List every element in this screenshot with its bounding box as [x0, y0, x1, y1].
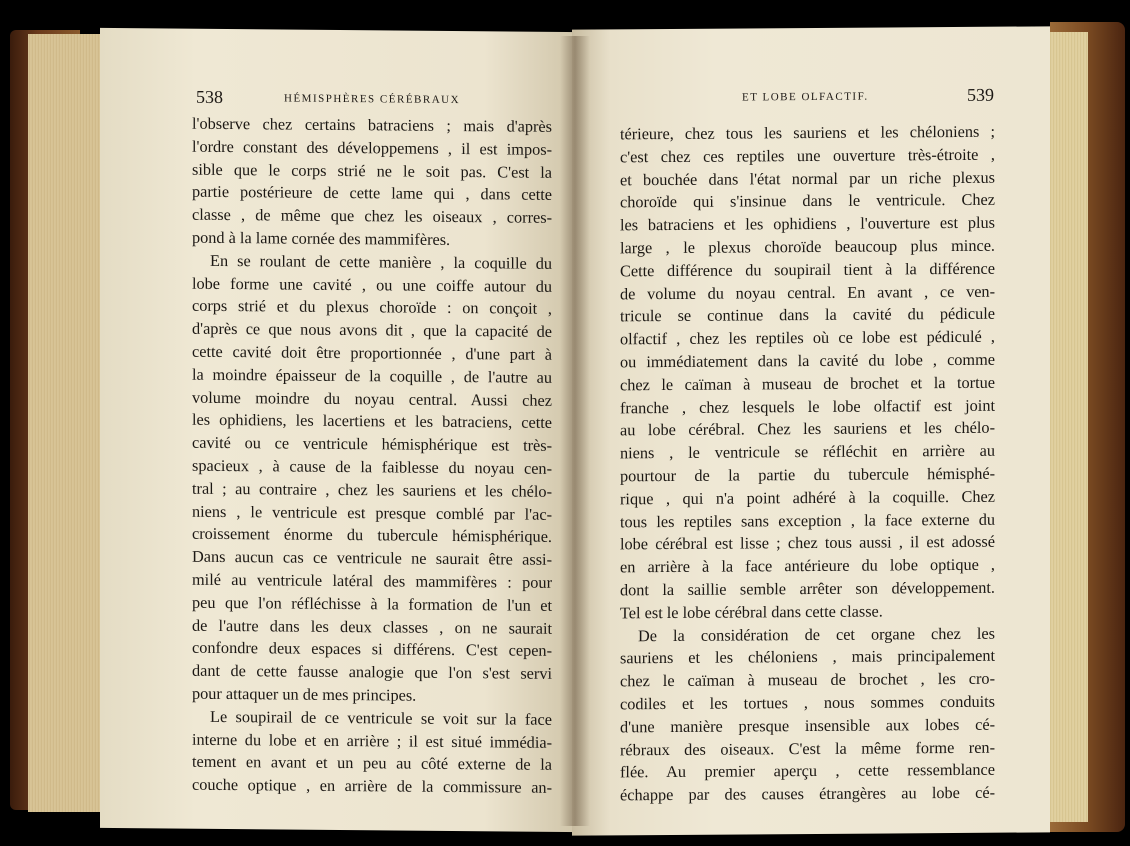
text-line: Cette différence du soupirail tient à la différence: [620, 258, 995, 281]
text-line: et bouchée dans l'état normal par un riche plexus: [620, 167, 995, 189]
text-line: dant de cette fausse analogie que l'on s'est servi: [192, 660, 552, 683]
text-line: au lobe cérébral. Chez les sauriens et les chélo-: [620, 418, 995, 440]
text-line: tement en avant et un peu au côté externe de la: [192, 752, 552, 775]
text-line: sauriens et les chéloniens , mais principalement: [620, 646, 995, 668]
text-line: d'une manière presque insensible aux lobes cé-: [620, 714, 995, 737]
text-line: pond à la lame cornée des mammifères.: [192, 227, 451, 249]
text-line: de volume du noyau central. En avant , ce ven-: [620, 281, 995, 303]
page-number: 539: [967, 84, 994, 105]
left-page: [100, 28, 580, 832]
right-page: [572, 26, 1050, 835]
text-line: niens , le ventricule se réfléchit en arrière au: [620, 440, 995, 463]
running-head: ET LOBE OLFACTIF.: [742, 90, 869, 104]
text-line: spacieux , à cause de la faiblesse du noyau cen-: [192, 455, 552, 478]
text-line: échappe par des causes étrangères au lobe cé-: [620, 782, 995, 805]
text-line: tous les reptiles sans exception , la face externe du: [620, 509, 995, 531]
text-line: tral ; au contraire , chez les sauriens et les chélo-: [192, 478, 552, 501]
text-line: chez le caïman à museau de brochet , les cro-: [620, 668, 995, 691]
text-line: codiles et les tortues , nous sommes conduits: [620, 691, 995, 714]
text-line: l'observe chez certains batraciens ; mais d'après: [192, 113, 552, 136]
text-line: Le soupirail de ce ventricule se voit sur la face: [210, 706, 552, 729]
text-line: flée. Au premier aperçu , cette ressemblance: [620, 760, 995, 782]
text-line: rébraux des oiseaux. C'est la même forme ren-: [620, 737, 995, 759]
text-line: cavité ou ce ventricule hémisphérique est très-: [192, 432, 552, 456]
text-line: choroïde qui s'insinue dans le ventricule. Chez: [620, 190, 995, 212]
text-line: ou immédiatement dans la cavité du lobe , comme: [620, 349, 995, 372]
text-line: pourtour de la partie du tubercule hémisphé-: [620, 463, 995, 486]
text-line: De la considération de cet organe chez les: [638, 623, 995, 645]
right-page-header: [622, 85, 994, 112]
text-line: dont la saillie semble arrêter son développement.: [620, 577, 995, 600]
text-line: milé au ventricule latéral des mammifères : pour: [192, 569, 552, 592]
text-line: Tel est le lobe cérébral dans cette classe.: [620, 601, 883, 623]
text-line: en arrière à la face antérieure du lobe optique ,: [620, 554, 995, 577]
left-page-header: [196, 87, 556, 114]
text-line: peu que l'on réfléchisse à la formation de l'un et: [192, 592, 552, 615]
text-line: les ophidiens, les lacertiens et les batraciens, cette: [192, 410, 552, 433]
text-line: corps strié et du plexus choroïde : on conçoit ,: [192, 296, 552, 319]
text-line: lobe cérébral est lisse ; chez tous aussi , il est adossé: [620, 532, 995, 554]
text-line: térieure, chez tous les sauriens et les chéloniens ;: [620, 121, 995, 144]
text-line: cette cavité doit être proportionnée , d'une part à: [192, 341, 552, 364]
text-line: chez le caïman à museau de brochet et la tortue: [620, 372, 995, 395]
page-number: 538: [196, 86, 223, 107]
text-line: tricule se continue dans la cavité du pédicule: [620, 304, 995, 326]
right-page-body: [620, 121, 995, 808]
text-line: sible que le corps strié ne le soit pas. C'est la: [192, 159, 552, 182]
text-line: la moindre épaisseur de la coquille , de l'autre au: [192, 364, 552, 387]
text-line: croissement énorme du tubercule hémisphérique.: [192, 524, 552, 547]
text-line: d'après ce que nous avons dit , que la capacité de: [192, 318, 552, 342]
text-line: En se roulant de cette manière , la coquille du: [210, 250, 552, 273]
text-line: confondre deux espaces si différens. C'est cepen-: [192, 638, 552, 661]
text-line: lobe forme une cavité , ou une coiffe autour du: [192, 273, 552, 296]
text-line: les batraciens et les ophidiens , l'ouverture est plus: [620, 212, 995, 235]
text-line: pour attaquer un de mes principes.: [192, 683, 417, 705]
text-line: classe , de même que chez les oiseaux , corres-: [192, 204, 552, 228]
text-line: Dans aucun cas ce ventricule ne saurait être assi-: [192, 546, 552, 569]
text-line: volume moindre du noyau central. Aussi chez: [192, 387, 552, 410]
running-head: HÉMISPHÈRES CÉRÉBRAUX: [284, 92, 461, 107]
text-line: olfactif , chez les reptiles où ce lobe est pédiculé ,: [620, 326, 995, 349]
text-line: niens , le ventricule est presque comblé par l'ac-: [192, 501, 552, 524]
text-line: couche optique , en arrière de la commissure an-: [192, 774, 552, 797]
left-page-body: [192, 113, 552, 800]
text-line: rique , qui n'a point adhéré à la coquille. Chez: [620, 486, 995, 509]
book-gutter: [560, 36, 590, 826]
text-line: franche , chez lesquels le lobe olfactif est joint: [620, 395, 995, 417]
text-line: large , le plexus choroïde beaucoup plus mince.: [620, 235, 995, 258]
text-line: de l'autre dans les deux classes , on ne saurait: [192, 615, 552, 638]
page-edges-left: [28, 34, 108, 812]
text-line: c'est chez ces reptiles une ouverture très-étroite ,: [620, 144, 995, 167]
text-line: interne du lobe et en arrière ; il est situé immédia-: [192, 729, 552, 752]
text-line: l'ordre constant des développemens , il est impos-: [192, 136, 552, 159]
text-line: partie postérieure de cette lame qui , dans cette: [192, 182, 552, 205]
